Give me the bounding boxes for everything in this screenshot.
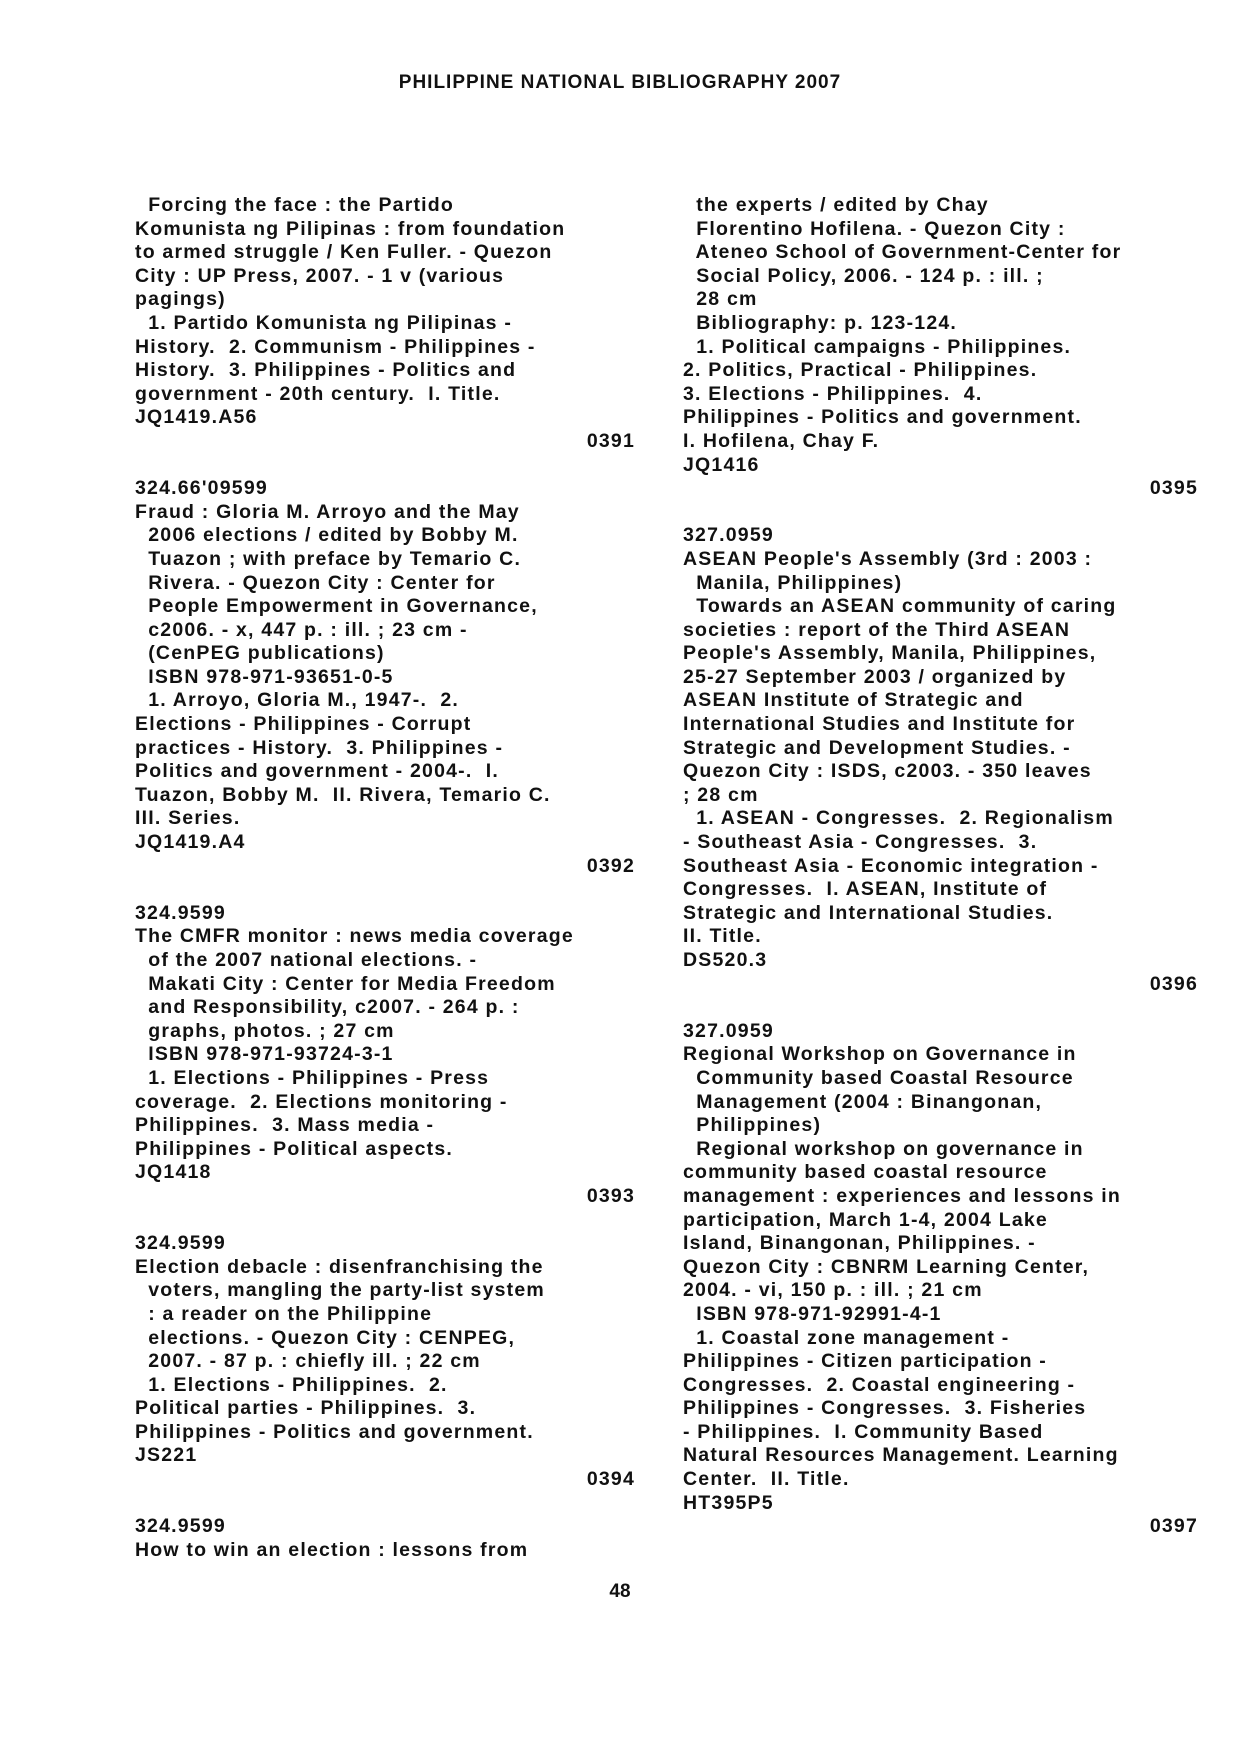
entry-line: Politics and government - 2004-. I. [135, 760, 499, 783]
entry-line: 327.0959 [683, 1019, 774, 1042]
entry-line: 1. Elections - Philippines. 2. [135, 1373, 448, 1396]
entry-line: 324.66'09599 [135, 477, 268, 500]
entry-line: History. 2. Communism - Philippines - [135, 335, 536, 358]
entry-line: How to win an election : lessons from [135, 1538, 529, 1561]
entry-line: elections. - Quezon City : CENPEG, [135, 1326, 516, 1349]
entry-line: JQ1419.A4 [135, 831, 246, 854]
blank-line [683, 996, 1198, 1020]
entry-line: coverage. 2. Elections monitoring - [135, 1090, 508, 1113]
entry-line: Philippines - Citizen participation - [683, 1350, 1047, 1373]
entry-line: Towards an ASEAN community of caring [683, 595, 1117, 618]
entry-line: JS221 [135, 1444, 198, 1467]
entry-line: JQ1416 [683, 453, 760, 476]
entry-line: HT395P5 [683, 1491, 774, 1514]
entry-line: Natural Resources Management. Learning [683, 1444, 1119, 1467]
blank-line [135, 454, 635, 478]
entry-line: Strategic and Development Studies. - [683, 736, 1071, 759]
entry-line: Social Policy, 2006. - 124 p. : ill. ; [683, 264, 1044, 287]
entry-line: (CenPEG publications) [135, 642, 385, 665]
blank-line [135, 1492, 635, 1516]
entry-line: Philippines) [683, 1114, 822, 1137]
entry-line: 324.9599 [135, 1515, 226, 1538]
entry-line: People's Assembly, Manila, Philippines, [683, 642, 1097, 665]
entry-line: DS520.3 [683, 949, 768, 971]
entry-number: 0392 [586, 854, 635, 877]
entry-line: Makati City : Center for Media Freedom [135, 972, 556, 995]
entry-line: the experts / edited by Chay [683, 194, 989, 216]
entry-number: 0394 [586, 1468, 635, 1491]
entry-line: 324.9599 [135, 1232, 226, 1255]
entry-line: 1. Partido Komunista ng Pilipinas - [135, 311, 513, 334]
entry-line: JQ1418 [135, 1161, 212, 1184]
entry-number: 0393 [586, 1184, 635, 1207]
entry-line: 3. Elections - Philippines. 4. [683, 382, 983, 405]
entry-line: Philippines. 3. Mass media - [135, 1114, 435, 1137]
entry-line: Komunista ng Pilipinas : from foundation [135, 217, 566, 240]
entry-number: 0395 [1149, 477, 1198, 500]
entry-line: ISBN 978-971-93724-3-1 [135, 1043, 394, 1066]
entry-line: Strategic and International Studies. [683, 901, 1054, 924]
entry-line: II. Title. [683, 925, 762, 948]
entry-line: The CMFR monitor : news media coverage [135, 925, 574, 948]
entry-line: Quezon City : ISDS, c2003. - 350 leaves [683, 760, 1092, 783]
entry-line: Philippines - Politics and government. [683, 406, 1082, 429]
entry-line: 1. ASEAN - Congresses. 2. Regionalism [683, 807, 1114, 830]
entry-line: ; 28 cm [683, 783, 759, 806]
entry-line: History. 3. Philippines - Politics and [135, 359, 517, 382]
page-number: 48 [609, 1581, 631, 1602]
entry-line: Florentino Hofilena. - Quezon City : [683, 217, 1066, 240]
entry-line: Island, Binangonan, Philippines. - [683, 1232, 1036, 1255]
entry-line: to armed struggle / Ken Fuller. - Quezon [135, 241, 553, 264]
entry-line: 2004. - vi, 150 p. : ill. ; 21 cm [683, 1279, 983, 1302]
entry-line: 25-27 September 2003 / organized by [683, 665, 1067, 688]
entry-line: management : experiences and lessons in [683, 1184, 1122, 1207]
entry-line: : a reader on the Philippine [135, 1302, 433, 1325]
entry-line: City : UP Press, 2007. - 1 v (various [135, 264, 505, 287]
entry-line: 324.9599 [135, 901, 226, 924]
entry-line: Fraud : Gloria M. Arroyo and the May [135, 500, 520, 523]
right-column [683, 194, 1198, 1539]
entry-line: - Southeast Asia - Congresses. 3. [683, 831, 1038, 854]
entry-line: International Studies and Institute for [683, 713, 1076, 736]
entry-line: People Empowerment in Governance, [135, 595, 538, 618]
entry-line: ISBN 978-971-92991-4-1 [683, 1302, 942, 1325]
entry-line: Philippines - Congresses. 3. Fisheries [683, 1397, 1087, 1420]
entry-line: Election debacle : disenfranchising the [135, 1255, 544, 1278]
entry-line: Bibliography: p. 123-124. [683, 311, 958, 334]
entry-line: Community based Coastal Resource [683, 1066, 1074, 1089]
blank-line [135, 1209, 635, 1233]
entry-line: ISBN 978-971-93651-0-5 [135, 665, 394, 688]
entry-line: 1. Elections - Philippines - Press [135, 1066, 490, 1089]
entry-line: 1. Political campaigns - Philippines. [683, 335, 1072, 358]
entry-line: Quezon City : CBNRM Learning Center, [683, 1255, 1090, 1278]
entry-line: practices - History. 3. Philippines - [135, 736, 504, 759]
entry-line: Regional Workshop on Governance in [683, 1043, 1077, 1066]
entry-line: voters, mangling the party-list system [135, 1279, 545, 1302]
entry-line: 2. Politics, Practical - Philippines. [683, 359, 1038, 382]
entry-line: Ateneo School of Government-Center for [683, 241, 1122, 264]
entry-line: 2006 elections / edited by Bobby M. [135, 524, 519, 547]
entry-line: ASEAN Institute of Strategic and [683, 689, 1024, 712]
entry-line: Rivera. - Quezon City : Center for [135, 571, 496, 594]
entry-line: c2006. - x, 447 p. : ill. ; 23 cm - [135, 618, 468, 641]
entry-line: participation, March 1-4, 2004 Lake [683, 1208, 1048, 1231]
entry-line: Philippines - Political aspects. [135, 1137, 453, 1160]
entry-line: 1. Arroyo, Gloria M., 1947-. 2. [135, 689, 460, 712]
entry-line: Regional workshop on governance in [683, 1137, 1084, 1160]
entry-line: JQ1419.A56 [135, 406, 258, 429]
entry-line: of the 2007 national elections. - [135, 949, 478, 971]
entry-number: 0391 [586, 429, 635, 452]
entry-line: pagings) [135, 288, 226, 311]
entry-line: Elections - Philippines - Corrupt [135, 713, 472, 736]
blank-line [135, 878, 635, 902]
blank-line [683, 501, 1198, 525]
entry-line: Forcing the face : the Partido [135, 194, 455, 216]
entry-line: Center. II. Title. [683, 1468, 850, 1491]
left-column [135, 194, 635, 1562]
entry-line: Congresses. I. ASEAN, Institute of [683, 878, 1048, 901]
entry-line: community based coastal resource [683, 1161, 1048, 1184]
entry-line: graphs, photos. ; 27 cm [135, 1019, 395, 1042]
entry-line: 2007. - 87 p. : chiefly ill. ; 22 cm [135, 1350, 481, 1373]
entry-line: Philippines - Politics and government. [135, 1420, 534, 1443]
page-header-title: PHILIPPINE NATIONAL BIBLIOGRAPHY 2007 [398, 72, 842, 93]
entry-line: ASEAN People's Assembly (3rd : 2003 : [683, 547, 1093, 570]
entry-number: 0396 [1149, 972, 1198, 995]
entry-line: I. Hofilena, Chay F. [683, 429, 880, 452]
entry-line: III. Series. [135, 807, 241, 830]
entry-line: Management (2004 : Binangonan, [683, 1090, 1043, 1113]
entry-line: 1. Coastal zone management - [683, 1326, 1010, 1349]
entry-number: 0397 [1149, 1515, 1198, 1538]
entry-line: and Responsibility, c2007. - 264 p. : [135, 996, 520, 1019]
entry-line: Southeast Asia - Economic integration - [683, 854, 1099, 877]
entry-line: societies : report of the Third ASEAN [683, 618, 1071, 641]
entry-line: Tuazon, Bobby M. II. Rivera, Temario C. [135, 783, 551, 806]
entry-line: Tuazon ; with preface by Temario C. [135, 547, 522, 570]
entry-line: - Philippines. I. Community Based [683, 1420, 1044, 1443]
entry-line: Political parties - Philippines. 3. [135, 1397, 477, 1420]
entry-line: 28 cm [683, 288, 758, 311]
entry-line: Congresses. 2. Coastal engineering - [683, 1373, 1076, 1396]
entry-line: Manila, Philippines) [683, 571, 903, 594]
entry-line: government - 20th century. I. Title. [135, 382, 501, 405]
entry-line: 327.0959 [683, 524, 774, 547]
